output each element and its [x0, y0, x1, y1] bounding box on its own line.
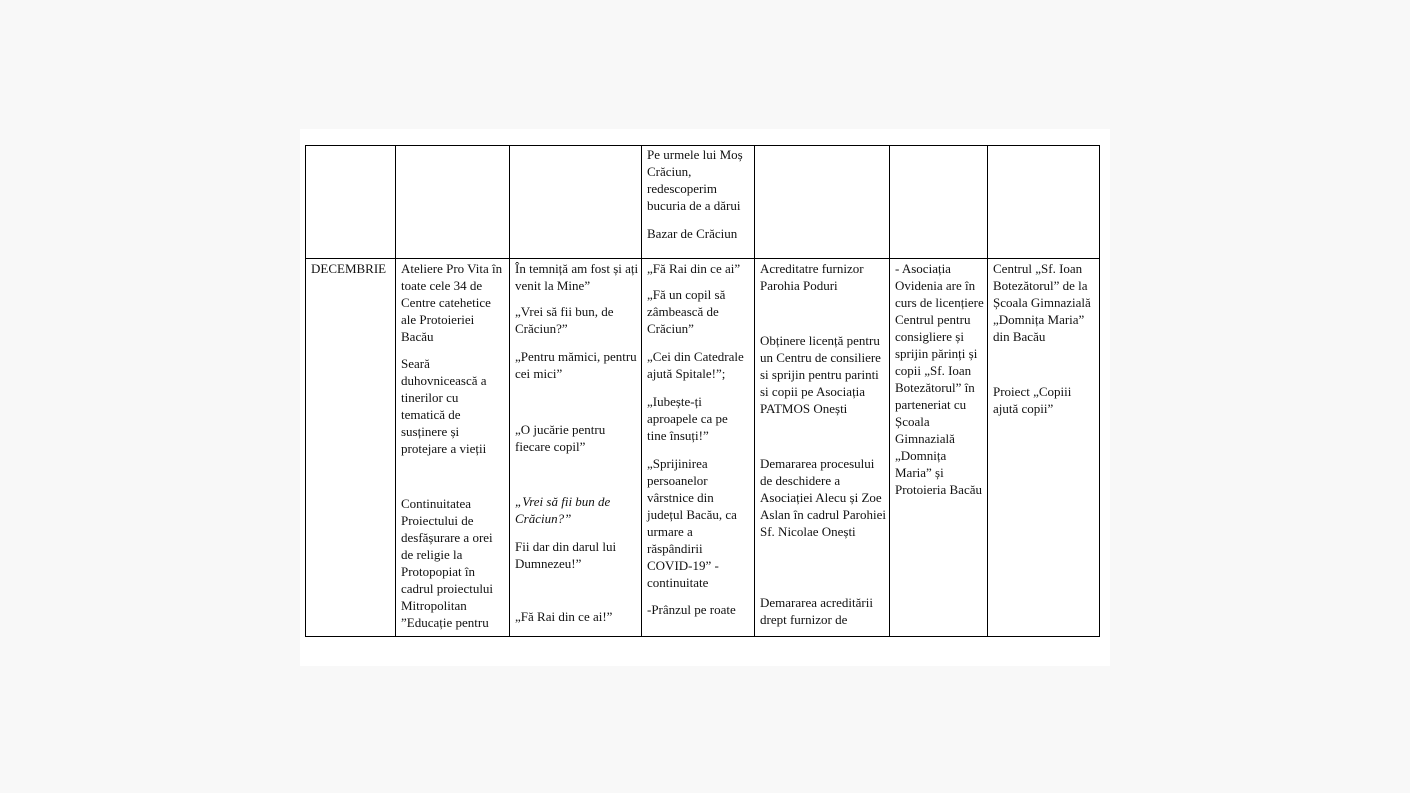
- cell-text: - Asociația Ovidenia are în curs de licențiere Centrul pentru consigliere și sprijin părinți și copii „Sf. Ioan Botezătorul” în parteneriat cu Școala Gimnazială „Domnița Maria” și Protoieria Bacău: [895, 261, 984, 497]
- cell-text: „Vrei să fii bun de Crăciun?”: [515, 494, 611, 526]
- column-divider: [987, 146, 988, 636]
- cell-text: „Sprijinirea persoanelor vârstnice din județul Bacău, ca urmare a răspândirii COVID-19” - continuitate: [647, 456, 737, 590]
- cell-text: Fii dar din darul lui Dumnezeu!”: [515, 539, 617, 571]
- activity-table: [305, 145, 1100, 637]
- column-divider: [509, 146, 510, 636]
- cell-text: Bazar de Crăciun: [647, 226, 738, 241]
- cell-text: -Prânzul pe roate: [647, 602, 736, 617]
- cell-text: Continuitatea Proiectului de desfășurare a orei de religie la Protopopiat în cadrul proiectului Mitropolitan ”Educație pentru: [401, 496, 494, 630]
- column-divider: [641, 146, 642, 636]
- cell-text: „Fă Rai din ce ai!”: [515, 609, 613, 624]
- cell-text: „Pentru mămici, pentru cei mici”: [515, 349, 637, 381]
- cell-text: Demararea procesului de deschidere a Asociației Alecu și Zoe Aslan în cadrul Parohiei Sf. Nicolae Onești: [760, 456, 886, 539]
- cell-text: „Iubește-ți aproapele ca pe tine însuți!”: [647, 394, 728, 443]
- cell-text: Proiect „Copiii ajută copii”: [993, 384, 1072, 416]
- cell-text: Acreditatre furnizor Parohia Poduri: [760, 261, 864, 293]
- cell-text: În temniță am fost și ați venit la Mine”: [515, 261, 639, 293]
- month-label: DECEMBRIE: [311, 261, 387, 276]
- cell-text: Ateliere Pro Vita în toate cele 34 de Centre catehetice ale Protoieriei Bacău: [401, 261, 503, 344]
- column-divider: [754, 146, 755, 636]
- cell-text: „O jucărie pentru fiecare copil”: [515, 422, 606, 454]
- cell-text: „Fă un copil să zâmbească de Crăciun”: [647, 287, 726, 336]
- row-divider: [306, 258, 1099, 259]
- column-divider: [889, 146, 890, 636]
- cell-text: Seară duhovnicească a tinerilor cu tematică de susținere și protejare a vieții: [401, 356, 487, 456]
- cell-text: Pe urmele lui Moș Crăciun, redescoperim bucuria de a dărui: [647, 147, 743, 213]
- column-divider: [395, 146, 396, 636]
- cell-text: „Fă Rai din ce ai”: [647, 261, 741, 276]
- cell-text: Demararea acreditării drept furnizor de: [760, 595, 873, 627]
- cell-text: „Cei din Catedrale ajută Spitale!”;: [647, 349, 744, 381]
- cell-text: Obținere licență pentru un Centru de consiliere si sprijin pentru parinti si copii pe Asociația PATMOS Onești: [760, 333, 881, 416]
- cell-text: Centrul „Sf. Ioan Botezătorul” de la Școala Gimnazială „Domnița Maria” din Bacău: [993, 261, 1091, 344]
- cell-text: „Vrei să fii bun, de Crăciun?”: [515, 304, 614, 336]
